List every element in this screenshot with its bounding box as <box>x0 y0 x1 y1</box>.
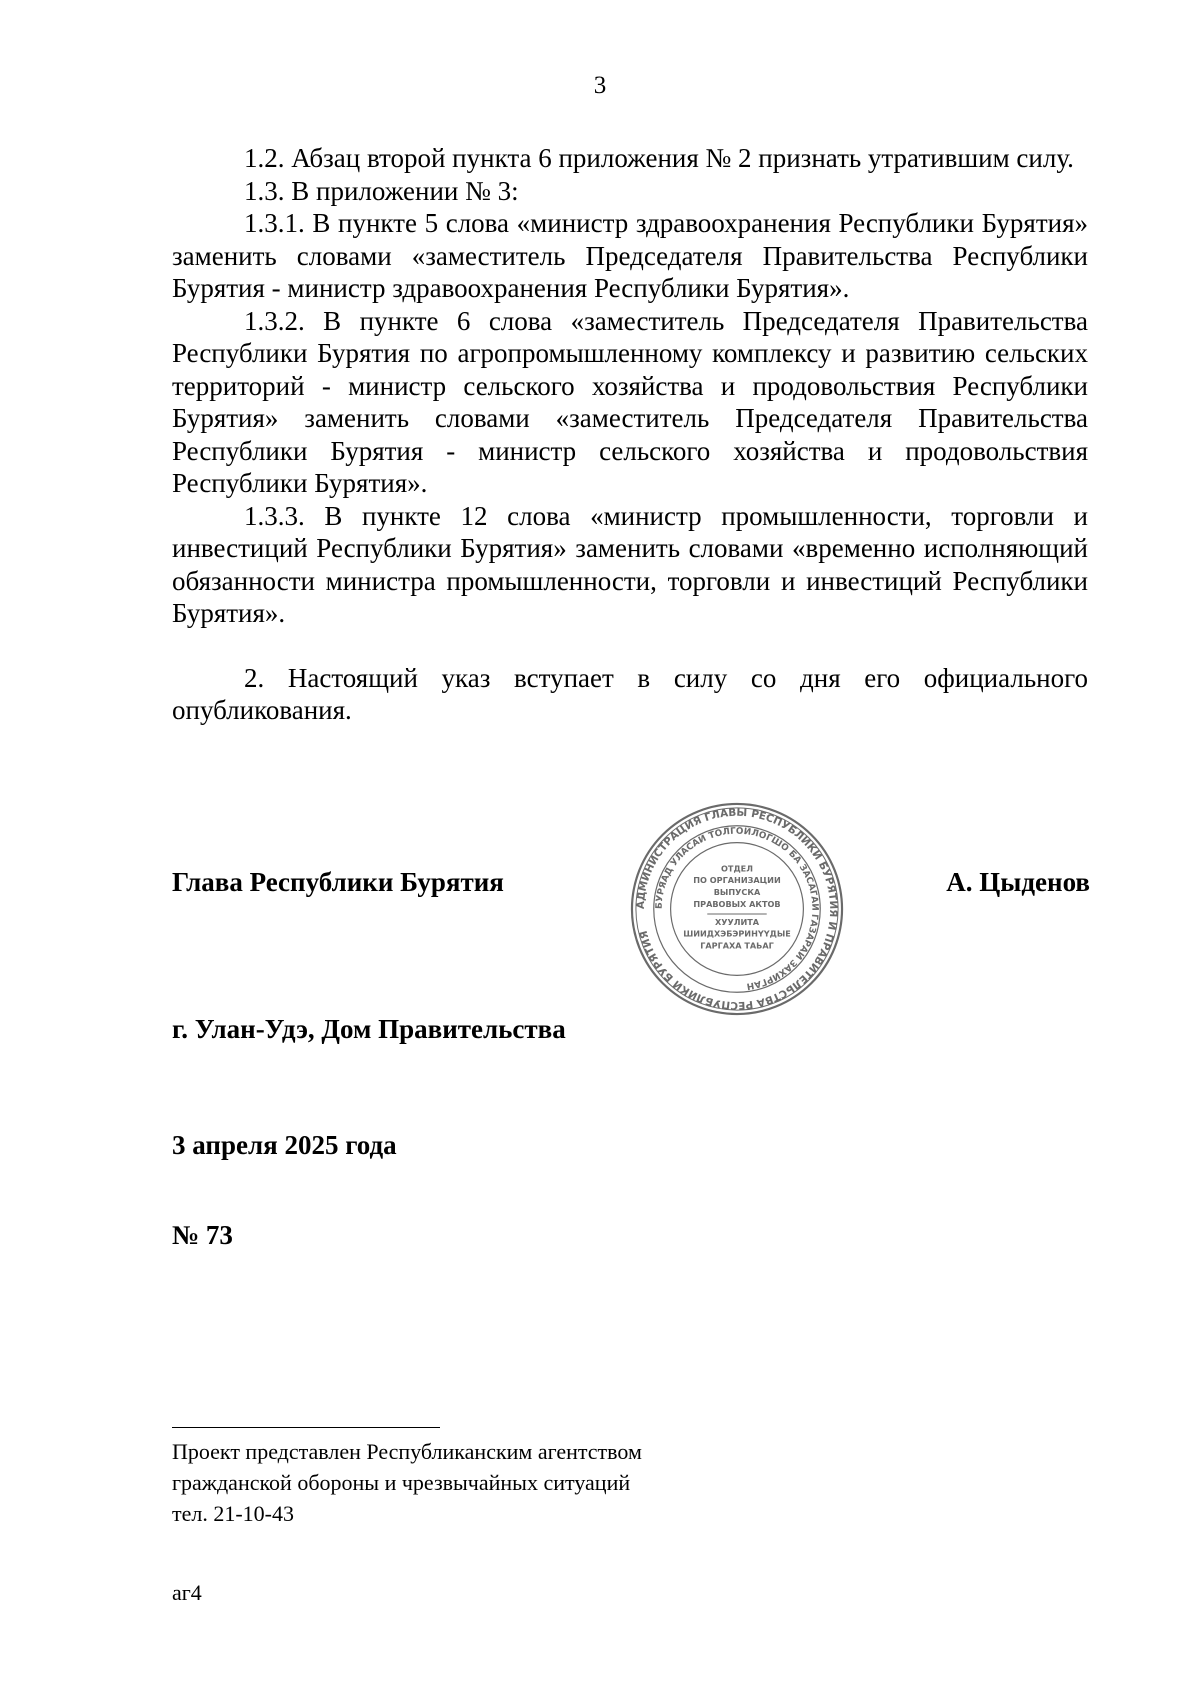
decree-number: № 73 <box>172 1220 233 1250</box>
stamp-outer-text: АДМИНИСТРАЦИЯ ГЛАВЫ РЕСПУБЛИКИ БУРЯТИЯ И ПРАВИТЕЛЬСТВА РЕСПУБЛИКИ БУРЯТИЯ <box>634 806 840 1012</box>
stamp-center-line: ПО ОРГАНИЗАЦИИ <box>693 875 781 886</box>
footnote-line: Проект представлен Республиканским агентством <box>172 1439 642 1464</box>
page-number: 3 <box>593 72 607 99</box>
stamp-center-line: ОТДЕЛ <box>721 863 753 874</box>
signing-date: 3 апреля 2025 года <box>172 1130 397 1160</box>
stamp-center-line: ВЫПУСКА <box>713 887 761 898</box>
stamp-center-line: ГАРГАХА ТАЬАГ <box>700 940 774 951</box>
paragraph-1-2: 1.2. Абзац второй пункта 6 приложения № 2 признать утратившим силу. <box>244 143 1074 173</box>
signatory-position: Глава Республики Бурятия <box>172 867 504 897</box>
stamp-center-line: ХУУЛИТА <box>714 916 760 927</box>
paragraph-1-3-2: 1.3.2. В пункте 6 слова «заместитель Председателя Правительства Республики Бурятия по агропромышленному комплексу и развитию сельских территорий - министр сельского хозяйства и продовольствия Республики Бурятия» заменить словами «заместитель Председателя Правительства Республики Бурятия - министр сельского хозяйства и продовольствия Республики Бурятия». <box>172 305 1088 498</box>
paragraph-1-3: 1.3. В приложении № 3: <box>244 175 519 206</box>
signing-place: г. Улан-Удэ, Дом Правительства <box>172 1014 566 1044</box>
signatory-name: А. Цыденов <box>946 867 1090 897</box>
stamp-center-line: ШИИДХЭБЭРИНҮҮДЫЕ <box>683 928 791 939</box>
paragraph-1-3-3: 1.3.3. В пункте 12 слова «министр промышленности, торговли и инвестиций Республики Бурятия» заменить словами «временно исполняющий обязанности министра промышленности, торговли и инвестиций Республики Бурятия». <box>172 500 1088 628</box>
footnote-phone: тел. 21-10-43 <box>172 1501 295 1526</box>
paragraph-2: 2. Настоящий указ вступает в силу со дня его официального опубликования. <box>172 662 1088 725</box>
footnote-divider <box>172 1427 440 1428</box>
stamp-center-line: ПРАВОВЫХ АКТОВ <box>693 899 781 910</box>
paragraph-1-3-1: 1.3.1. В пункте 5 слова «министр здравоохранения Республики Бурятия» заменить словами «заместитель Председателя Правительства Республики Бурятия - министр здравоохранения Республики Бурятия». <box>172 208 1088 303</box>
document-body <box>172 142 1088 727</box>
footnote-line: гражданской обороны и чрезвычайных ситуаций <box>172 1470 631 1495</box>
official-stamp-icon <box>628 800 846 1018</box>
footnote <box>172 1436 642 1529</box>
stamp-inner-text: БУРЯАД УЛАСАЙ ТОЛГОЙЛОГШО БА ЗАСАГАЙ ГАЗАРАЙ ЗАХИРГАН <box>654 826 820 991</box>
reference-code: аг4 <box>172 1580 202 1605</box>
